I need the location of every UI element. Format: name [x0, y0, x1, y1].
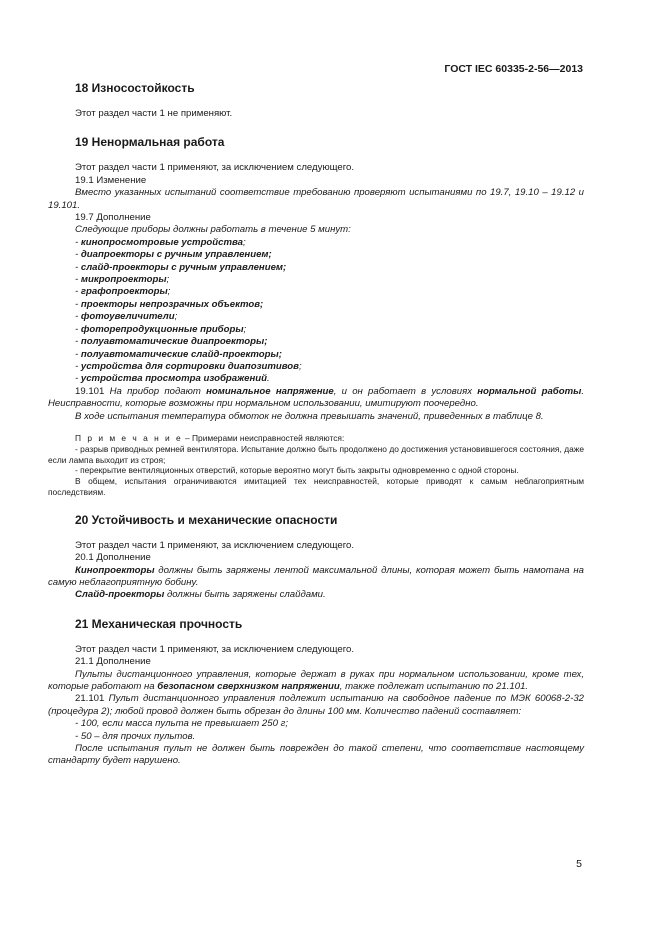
device-list: [48, 237, 584, 386]
section-19-intro: Этот раздел части 1 применяют, за исключением следующего.: [75, 162, 355, 174]
section-21-intro: Этот раздел части 1 применяют, за исключением следующего.: [75, 643, 355, 655]
list-item: - микропроекторы;: [75, 274, 170, 286]
note-intro: П р и м е ч а н и е – Примерами неисправностей являются:: [75, 432, 345, 443]
section-18-text: Этот раздел части 1 не применяют.: [75, 108, 233, 119]
list-item: - фоторепродукционные приборы;: [75, 323, 247, 335]
clause-19-7-text: Следующие приборы должны работать в течение 5 минут:: [75, 224, 351, 236]
section-21-title: 21 Механическая прочность: [75, 616, 243, 631]
list-item: - устройства для сортировки диапозитивов;: [75, 360, 302, 372]
list-item: - графопроекторы;: [75, 286, 171, 298]
section-20-intro: Этот раздел части 1 применяют, за исключением следующего.: [75, 539, 355, 551]
list-item: - проекторы непрозрачных объектов;: [75, 298, 264, 310]
list-item: - кинопросмотровые устройства;: [75, 236, 246, 248]
winding-temperature-text: В ходе испытания температура обмоток не должна превышать значений, приведенных в таблице 8.: [75, 410, 544, 422]
clause-21-1-text: Пульты дистанционного управления, которые держат в руках при нормальном использовании, кроме тех, которые работают на безопасном сверхнизком напряжении, также подлежат испытанию по 21.101.: [48, 668, 584, 692]
note-conclusion: В общем, испытания ограничиваются имитацией тех неисправностей, которые приводят к самым неблагоприятным последствиям.: [48, 476, 584, 497]
clause-19-7-heading: 19.7 Дополнение: [75, 212, 151, 224]
clause-19-1-text: Вместо указанных испытаний соответствие требованию проверяют испытаниями по 19.7, 19.10 – 19.12 и 19.101.: [48, 187, 584, 211]
section-20-title: 20 Устойчивость и механические опасности: [75, 512, 338, 527]
page-number: 5: [576, 858, 582, 870]
page-content: [48, 80, 584, 768]
clause-21-101-text: 21.101 Пульт дистанционного управления подлежит испытанию на свободное падение по МЭК 60068-2-32 (процедура 2); любой провод должен быть обрезан до длины 100 мм. Количество падений составляет:: [48, 693, 584, 717]
clause-20-1-text-2: Слайд-проекторы должны быть заряжены слайдами.: [75, 589, 326, 601]
drop-count-item: - 100, если масса пульта не превышает 250 г;: [75, 718, 289, 730]
list-item: - слайд-проекторы с ручным управлением;: [75, 261, 287, 273]
section-19-title: 19 Ненормальная работа: [75, 135, 225, 150]
document-header: ГОСТ IEC 60335-2-56—2013: [444, 63, 583, 75]
list-item: - устройства просмотра изображений.: [75, 373, 270, 385]
note-item: - разрыв приводных ремней вентилятора. Испытание должно быть продолжено до достижения установившегося состояния, даже если лампа выходит из строя;: [48, 443, 584, 465]
clause-19-101-text: 19.101 На прибор подают номинальное напряжение, и он работает в условиях нормальной работы. Неисправности, которые возможны при нормальном использовании, имитируют поочередно.: [48, 385, 585, 410]
section-18-title: 18 Износостойкость: [75, 81, 195, 95]
drop-count-item: - 50 – для прочих пультов.: [75, 730, 196, 742]
list-item: - полуавтоматические диапроекторы;: [75, 336, 268, 348]
clause-20-1-text: Кинопроекторы должны быть заряжены лентой максимальной длины, которая может быть намотана на самую неблагоприятную бобину.: [48, 564, 584, 588]
clause-21-101-conclusion: После испытания пульт не должен быть поврежден до такой степени, что соответствие настоящему стандарту будет нарушено.: [48, 743, 584, 767]
clause-19-1-heading: 19.1 Изменение: [75, 174, 147, 186]
list-item: - полуавтоматические слайд-проекторы;: [75, 348, 282, 360]
clause-21-1-heading: 21.1 Дополнение: [75, 656, 151, 668]
clause-20-1-heading: 20.1 Дополнение: [75, 552, 151, 564]
list-item: - диапроекторы с ручным управлением;: [75, 249, 272, 261]
list-item: - фотоувеличители;: [75, 311, 178, 323]
note-item: - перекрытие вентиляционных отверстий, которые вероятно могут быть закрыты одновременно с одной стороны.: [75, 465, 519, 476]
